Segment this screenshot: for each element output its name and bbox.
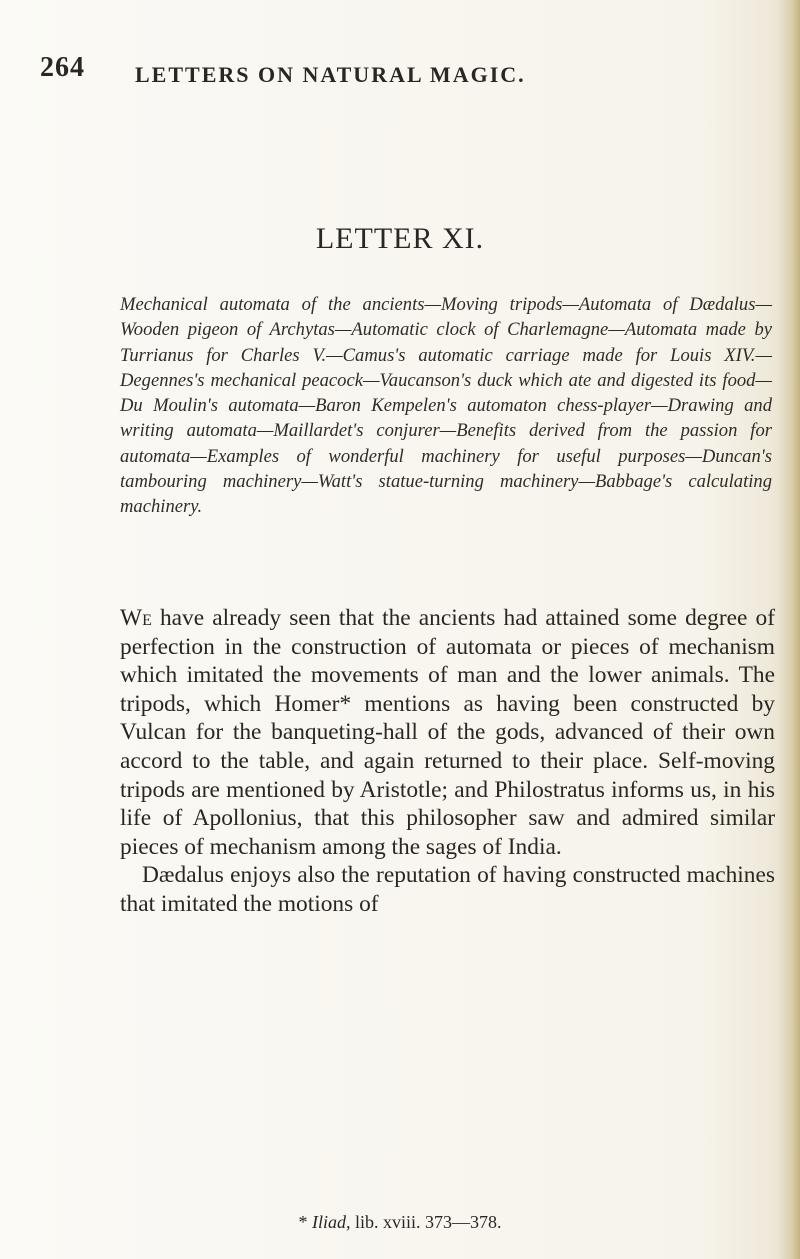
footnote-marker: * (298, 1212, 312, 1232)
footnote-work: Iliad, (311, 1212, 351, 1232)
paragraph-1-text: have already seen that the ancients had attained some degree of perfection in the construction of automata or pieces of mechanism which imitated the movements of man and the lower animals. The tripods, which Homer* mentions as having been constructed by Vulcan for the banqueting-hall of the gods, advanced of their own accord to the table, and again returned to their place. Self-moving tripods are mentioned by Aristotle; and Philostratus informs us, in his life of Apollonius, that this philosopher saw and admired similar pieces of mechanism among the sages of India. (120, 605, 775, 860)
paragraph-1-first-word: We (120, 605, 152, 631)
letter-title: LETTER XI. (315, 222, 485, 255)
body-text (120, 604, 775, 919)
footnote (0, 1212, 800, 1233)
page-edge-shadow (778, 0, 800, 1259)
running-title: LETTERS ON NATURAL MAGIC. (135, 62, 526, 87)
paragraph-1 (120, 604, 775, 861)
paragraph-2: Dædalus enjoys also the reputation of having constructed machines that imitated the motions of (120, 862, 775, 917)
chapter-synopsis: Mechanical automata of the ancients—Moving tripods—Automata of Dædalus—Wooden pigeon of Archytas—Automatic clock of Charlemagne—Automata made by Turrianus for Charles V.—Camus's automatic carriage made for Louis XIV.—Degennes's mechanical peacock—Vaucanson's duck which ate and digested its food—Du Moulin's automata—Baron Kempelen's automaton chess-player—Drawing and writing automata—Maillardet's conjurer—Benefits derived from the passion for automata—Examples of wonderful machinery for useful purposes—Duncan's tambouring machinery—Watt's statue-turning machinery—Babbage's calculating machinery. (120, 294, 772, 518)
footnote-reference: lib. xviii. 373—378. (350, 1212, 502, 1232)
page-number: 264 (40, 52, 85, 83)
